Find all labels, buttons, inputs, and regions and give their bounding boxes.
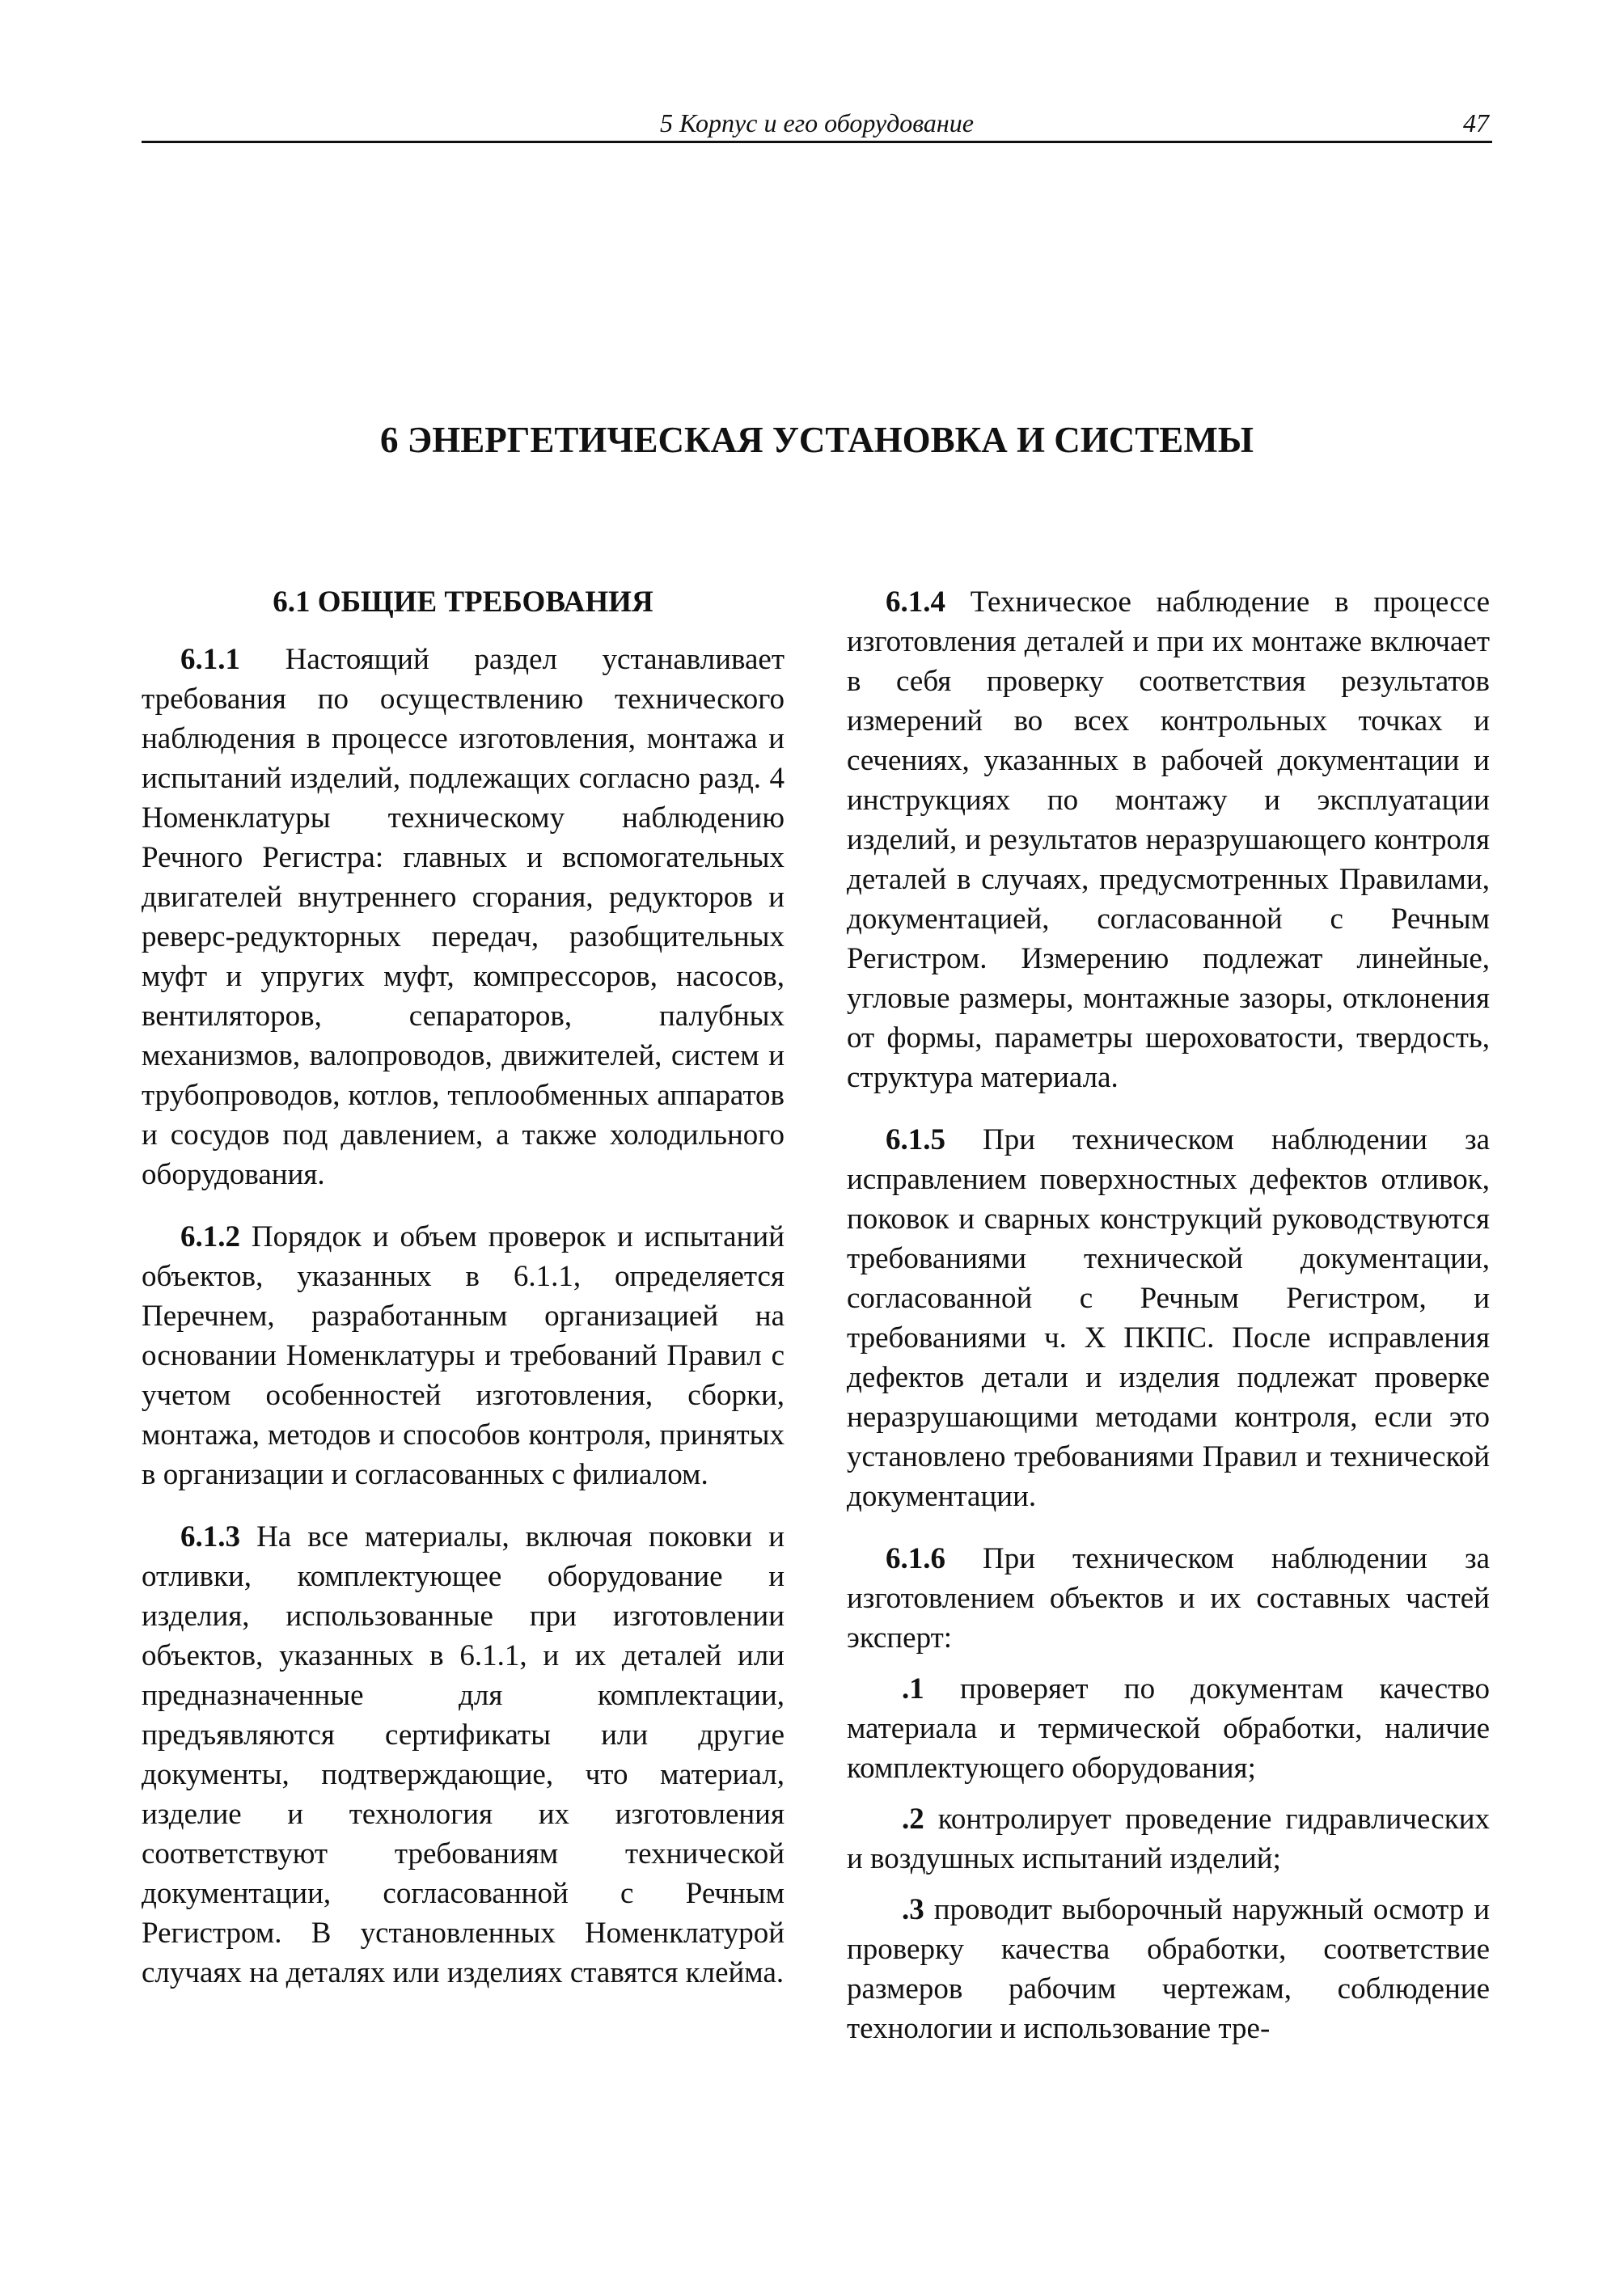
running-header-title: 5 Корпус и его оборудование <box>660 108 974 137</box>
paragraph-number: 6.1.1 <box>180 643 240 676</box>
paragraph-text: Техническое наблюдение в процессе изготовления деталей и при их монтаже включает в себя проверку соответствия результатов измерений во всех контрольных точках и сечениях, указанных в рабочей документации и инструкциях по монтажу и эксплуатации изделий, и результатов неразрушающего контроля деталей в случаях, предусмотренных Правилами, документацией, согласованной с Речным Регистром. Измерению подлежат линейные, угловые размеры, монтажные зазоры, отклонения от формы, параметры шероховатости, твердость, структура материала. <box>847 585 1490 1094</box>
paragraph-6-1-1 <box>142 640 785 1194</box>
paragraph-6-1-6 <box>847 1539 1490 1658</box>
right-column <box>847 582 1490 2060</box>
paragraph-number: 6.1.2 <box>180 1220 240 1253</box>
paragraph-text: Порядок и объем проверок и испытаний объектов, указанных в 6.1.1, определяется Перечнем, разработанным организацией на основании Номенклатуры и требований Правил с учетом особенностей изготовления, сборки, монтажа, методов и способов контроля, принятых в организации и согласованных с филиалом. <box>142 1220 785 1491</box>
list-item-number: .1 <box>902 1672 924 1706</box>
paragraph-text: Настоящий раздел устанавливает требования по осуществлению технического наблюдения в процессе изготовления, монтажа и испытаний изделий, подлежащих согласно разд. 4 Номенклатуры техническому наблюдению Речного Регистра: главных и вспомогательных двигателей внутреннего сгорания, редукторов и реверс-редукторных передач, разобщительных муфт и упругих муфт, компрессоров, насосов, вентиляторов, сепараторов, палубных механизмов, валопроводов, движителей, систем и трубопроводов, котлов, теплообменных аппаратов и сосудов под давлением, а также холодильного оборудования. <box>142 643 785 1191</box>
paragraph-6-1-3 <box>142 1517 785 1993</box>
paragraph-number: 6.1.4 <box>886 585 945 619</box>
section-heading: 6.1 ОБЩИЕ ТРЕБОВАНИЯ <box>273 585 653 619</box>
paragraph-6-1-2 <box>142 1217 785 1494</box>
list-item <box>847 1799 1490 1879</box>
list-item-number: .3 <box>902 1893 924 1926</box>
chapter-title: 6 ЭНЕРГЕТИЧЕСКАЯ УСТАНОВКА И СИСТЕМЫ <box>380 420 1254 460</box>
list-item <box>847 1890 1490 2048</box>
list-item-text: проводит выборочный наружный осмотр и проверку качества обработки, соответствие размеров рабочим чертежам, соблюдение технологии и использование тре- <box>847 1893 1490 2045</box>
paragraph-6-1-5 <box>847 1120 1490 1516</box>
page-number: 47 <box>1463 108 1489 137</box>
list-item-number: .2 <box>902 1803 924 1836</box>
left-column <box>142 582 785 2015</box>
paragraph-number: 6.1.5 <box>886 1123 945 1156</box>
paragraph-text: При техническом наблюдении за изготовлением объектов и их составных частей эксперт: <box>847 1542 1490 1655</box>
paragraph-number: 6.1.3 <box>180 1520 240 1553</box>
list-item-text: контролирует проведение гидравлических и воздушных испытаний изделий; <box>847 1803 1490 1875</box>
paragraph-text: При техническом наблюдении за исправлением поверхностных дефектов отливок, поковок и сварных конструкций руководствуются требованиями технической документации, согласованной с Речным Регистром, и требованиями ч. X ПКПС. После исправления дефектов детали и изделия подлежат проверке неразрушающими методами контроля, если это установлено требованиями Правил и технической документации. <box>847 1123 1490 1513</box>
list-item-text: проверяет по документам качество материала и термической обработки, наличие комплектующего оборудования; <box>847 1672 1491 1785</box>
paragraph-6-1-4 <box>847 582 1490 1097</box>
list-item <box>847 1669 1490 1788</box>
running-header <box>142 104 1492 143</box>
paragraph-number: 6.1.6 <box>886 1542 945 1575</box>
paragraph-text: На все материалы, включая поковки и отливки, комплектующее оборудование и изделия, использованные при изготовлении объектов, указанных в 6.1.1, и их деталей или предназначенные для комплектации, предъявляются сертификаты или другие документы, подтверждающие, что материал, изделие и технология их изготовления соответствуют требованиям технической документации, согласованной с Речным Регистром. В установленных Номенклатурой случаях на деталях или изделиях ставятся клейма. <box>142 1520 785 1989</box>
